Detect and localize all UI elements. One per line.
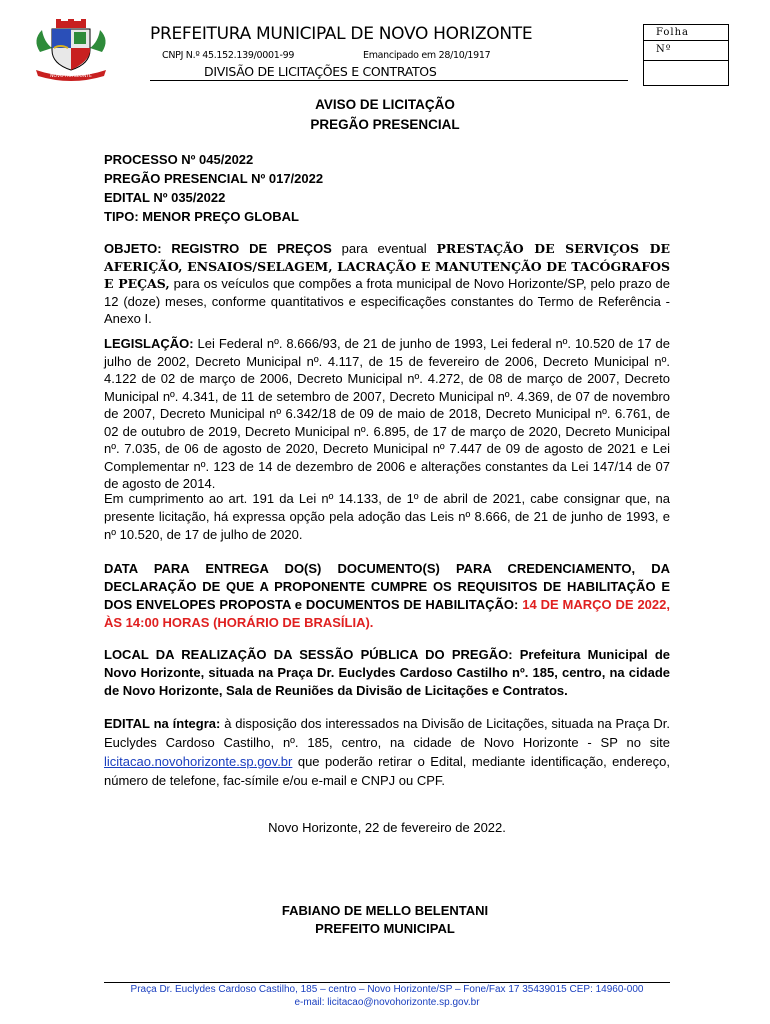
pregao-line: PREGÃO PRESENCIAL Nº 017/2022 xyxy=(104,171,324,186)
notice-subtitle: PREGÃO PRESENCIAL xyxy=(310,117,460,132)
footer-address: Praça Dr. Euclydes Cardoso Castilho, 185 – centro – Novo Horizonte/SP – Fone/Fax 17 35439015 CEP: 14960-000 xyxy=(130,984,644,995)
objeto-label: OBJETO: REGISTRO DE PREÇOS xyxy=(104,241,332,256)
header-division: DIVISÃO DE LICITAÇÕES E CONTRATOS xyxy=(204,64,437,79)
signatory-role: PREFEITO MUNICIPAL xyxy=(315,921,455,936)
tipo-line: TIPO: MENOR PREÇO GLOBAL xyxy=(104,209,299,224)
folha-label: Folha xyxy=(644,25,728,41)
municipal-crest-logo xyxy=(30,18,112,82)
svg-text:NOVO HORIZONTE: NOVO HORIZONTE xyxy=(50,74,92,79)
date-line: Novo Horizonte, 22 de fevereiro de 2022. xyxy=(268,820,506,835)
local-paragraph: LOCAL DA REALIZAÇÃO DA SESSÃO PÚBLICA DO PREGÃO: Prefeitura Municipal de Novo Horizonte, situada na Praça Dr. Euclydes Cardoso Castilho nº. 185, centro, na cidade de Novo Horizonte, Sala de Reuniões da Divisão de Licitações e Contratos. xyxy=(104,647,670,698)
folha-stamp-box xyxy=(643,24,729,86)
edital-line: EDITAL Nº 035/2022 xyxy=(104,190,226,205)
header-cnpj: CNPJ N.º 45.152.139/0001-99 xyxy=(162,50,295,61)
signatory-name: FABIANO DE MELLO BELENTANI xyxy=(281,903,489,918)
edital-integra-paragraph: EDITAL na íntegra: à disposição dos interessados na Divisão de Licitações, situada na Praça Dr. Euclydes Cardoso Castilho, nº. 185, centro, na cidade de Novo Horizonte - SP no site licitacao.novohorizonte.sp.gov.br que poderão retirar o Edital, mediante identificação, endereço, número de telefone, fac-símile e/ou e-mail e CNPJ ou CPF. xyxy=(104,716,670,788)
header-divider xyxy=(150,80,628,81)
folha-number-label: Nº xyxy=(644,41,728,61)
data-entrega-paragraph: DATA PARA ENTREGA DO(S) DOCUMENTO(S) PARA CREDENCIAMENTO, DA DECLARAÇÃO DE QUE A PROPONENTE CUMPRE OS REQUISITOS DE HABILITAÇÃO E DOS ENVELOPES PROPOSTA e DOCUMENTOS DE HABILITAÇÃO: 14 DE MARÇO DE 2022, ÀS 14:00 HORAS (HORÁRIO DE BRASÍLIA). xyxy=(104,561,670,630)
process-metadata xyxy=(104,150,670,226)
notice-title: AVISO DE LICITAÇÃO xyxy=(315,97,455,112)
footer-divider xyxy=(104,982,670,983)
edital-integra-label: EDITAL na íntegra: xyxy=(104,716,221,731)
processo-line: PROCESSO Nº 045/2022 xyxy=(104,152,254,167)
objeto-service: PRESTAÇÃO DE SERVIÇOS DE AFERIÇÃO, ENSAIOS/SELAGEM, LACRAÇÃO E MANUTENÇÃO DE TACÓGRAFOS E PEÇAS, xyxy=(104,241,670,291)
header-emancipated: Emancipado em 28/10/1917 xyxy=(363,50,491,61)
licitacao-site-link[interactable]: licitacao.novohorizonte.sp.gov.br xyxy=(104,754,293,769)
deadline-date: 14 DE MARÇO DE 2022, ÀS 14:00 HORAS (HORÁRIO DE BRASÍLIA). xyxy=(104,597,670,630)
legislacao-paragraph: LEGISLAÇÃO: Lei Federal nº. 8.666/93, de 21 de junho de 1993, Lei federal nº. 10.520 de 17 de julho de 2002, Decreto Municipal nº. 4.117, de 15 de fevereiro de 2006, Decreto Municipal nº. 4.122 de 02 de março de 2006, Decreto Municipal nº. 4.272, de 08 de março de 2007, Decreto Municipal nº. 4.341, de 11 de setembro de 2007, Decreto Municipal nº. 4.369, de 07 de novembro de 2007, Decreto Municipal nº 6.342/18 de 09 de maio de 2018, Decreto Municipal nº. 6.761, de 02 de outubro de 2019, Decreto Municipal nº. 6.895, de 17 de março de 2020, Decreto Municipal nº. 7.035, de 06 de agosto de 2020, Decreto Municipal nº 7.447 de 09 de agosto de 2021 e Lei Complementar nº. 123 de 14 de dezembro de 2006 e alterações constantes da Lei 147/14 de 07 de agosto de 2014. xyxy=(104,336,670,491)
cumprimento-paragraph: Em cumprimento ao art. 191 da Lei nº 14.133, de 1º de abril de 2021, cabe consignar que, na presente licitação, há expressa opção pela adoção das Leis nº 8.666, de 21 de junho de 1993, e nº 10.520, de 17 de julho de 2020. xyxy=(104,491,670,542)
legislacao-label: LEGISLAÇÃO: xyxy=(104,336,194,351)
header-title: PREFEITURA MUNICIPAL DE NOVO HORIZONTE xyxy=(150,24,533,44)
objeto-paragraph: OBJETO: REGISTRO DE PREÇOS para eventual PRESTAÇÃO DE SERVIÇOS DE AFERIÇÃO, ENSAIOS/SELAGEM, LACRAÇÃO E MANUTENÇÃO DE TACÓGRAFOS E PEÇAS, para os veículos que compões a frota municipal de Novo Horizonte/SP, pelo prazo de 12 (doze) meses, conforme quantitativos e especificações constantes do Termo de Referência - Anexo I. xyxy=(104,241,670,326)
footer-email: e-mail: licitacao@novohorizonte.sp.gov.br xyxy=(294,997,480,1008)
